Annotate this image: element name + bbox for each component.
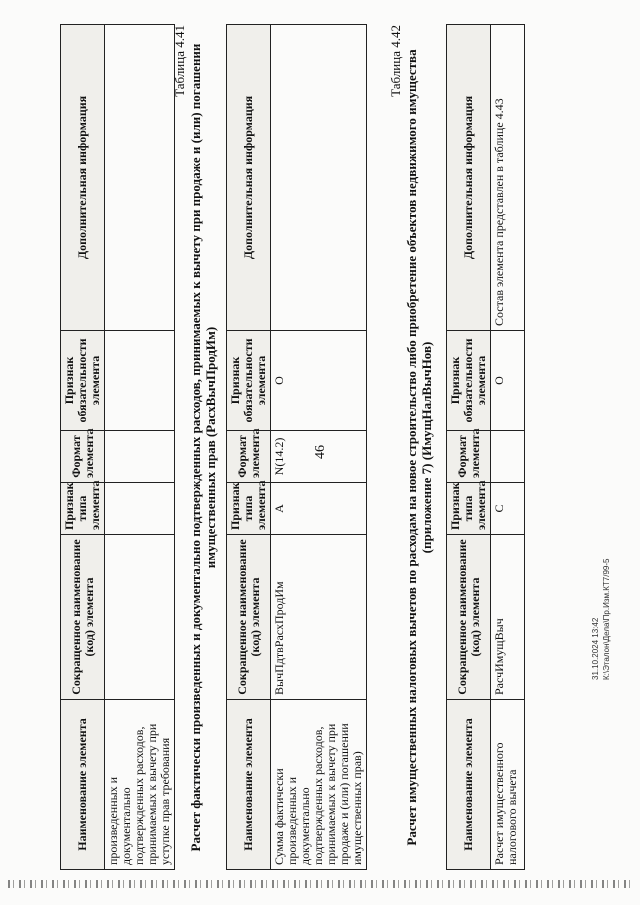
cell-info — [105, 25, 175, 331]
table-heading: Расчет фактически произведенных и документально подтвержденных расходов, принимаемых к вычету при продаже и (или) погашении имущественных прав (РасхВычПродИм) — [188, 43, 218, 852]
cell-code: РасчИмущВыч — [491, 535, 525, 700]
cell-type: С — [491, 483, 525, 535]
cell-code — [105, 535, 175, 700]
header-format: Формат элемента — [227, 431, 271, 483]
header-type: Признак типа элемента — [227, 483, 271, 535]
cell-info — [271, 25, 367, 331]
table-row — [105, 25, 175, 870]
header-type: Признак типа элемента — [447, 483, 491, 535]
table-row — [271, 25, 367, 870]
rotated-content — [60, 25, 620, 870]
footnote-path: К:\Эталон\Дела\Пр.Изм.КТ7/99-5 — [602, 558, 611, 680]
cell-required — [105, 331, 175, 431]
header-name: Наименование элемента — [61, 700, 105, 870]
header-required: Признак обязательности элемента — [227, 331, 271, 431]
footnote-date: 31.10.2024 13:42 — [591, 617, 600, 680]
header-info: Дополнительная информация — [447, 25, 491, 331]
header-name: Наименование элемента — [227, 700, 271, 870]
header-info: Дополнительная информация — [61, 25, 105, 331]
header-name: Наименование элемента — [447, 700, 491, 870]
table-header-row — [447, 25, 491, 870]
header-info: Дополнительная информация — [227, 25, 271, 331]
header-format: Формат элемента — [447, 431, 491, 483]
cell-code: ВычПдтвРасхПродИм — [271, 535, 367, 700]
cell-name: произведенных и документально подтвержденных расходов, принимаемых к вычету при уступке прав требования — [105, 700, 175, 870]
scan-edge-noise — [8, 880, 630, 888]
table-continuation — [60, 24, 175, 870]
header-code: Сокращенное наименование (код) элемента — [447, 535, 491, 700]
file-footnote — [590, 480, 612, 680]
cell-name: Расчет имущественного налогового вычета — [491, 700, 525, 870]
header-format: Формат элемента — [61, 431, 105, 483]
header-required: Признак обязательности элемента — [447, 331, 491, 431]
header-code: Сокращенное наименование (код) элемента — [227, 535, 271, 700]
cell-format: N(14.2) — [271, 431, 367, 483]
cell-info: Состав элемента представлен в таблице 4.43 — [491, 25, 525, 331]
table-heading: Расчет имущественных налоговых вычетов по расходам на новое строительство либо приобретение объектов недвижимого имущества (приложение 7) (ИмущНалВычНов) — [404, 49, 434, 846]
cell-format — [105, 431, 175, 483]
cell-format — [491, 431, 525, 483]
header-type: Признак типа элемента — [61, 483, 105, 535]
cell-type — [105, 483, 175, 535]
cell-required: О — [271, 331, 367, 431]
table-4-41 — [226, 24, 367, 870]
table-caption: Таблица 4.41 — [172, 25, 187, 97]
cell-name: Сумма фактически произведенных и документально подтвержденных расходов, принимаемых к вычету при продаже и (или) погашении имущественных прав) — [271, 700, 367, 870]
table-caption: Таблица 4.42 — [388, 25, 403, 97]
table-header-row — [61, 25, 105, 870]
table-row — [491, 25, 525, 870]
cell-required: О — [491, 331, 525, 431]
page-number: 46 — [313, 445, 328, 459]
table-header-row — [227, 25, 271, 870]
table-4-42 — [446, 24, 525, 870]
cell-type: А — [271, 483, 367, 535]
header-required: Признак обязательности элемента — [61, 331, 105, 431]
header-code: Сокращенное наименование (код) элемента — [61, 535, 105, 700]
